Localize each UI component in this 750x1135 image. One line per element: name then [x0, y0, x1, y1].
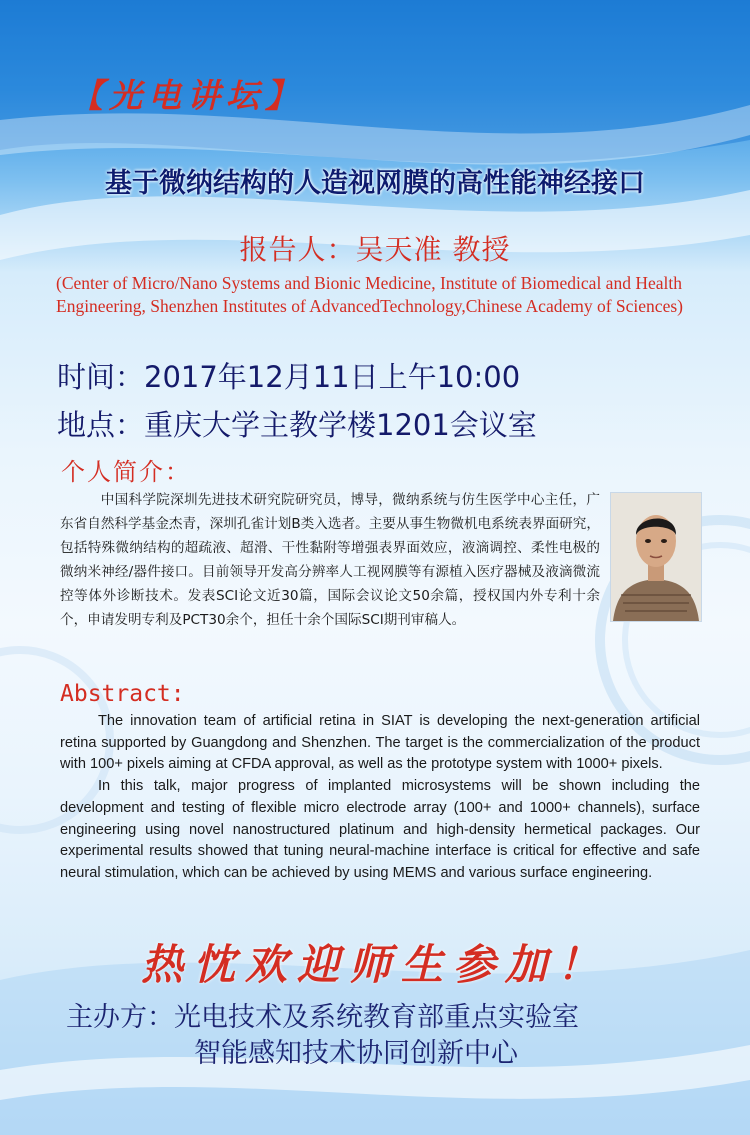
event-place: 地点：重庆大学主教学楼1201会议室 — [57, 408, 537, 442]
speaker-affiliation: (Center of Micro/Nano Systems and Bionic Medicine, Institute of Biomedical and Health Engineering, Shenzhen Institutes of AdvancedTechnology,Chinese Academy of Sciences) — [56, 273, 683, 316]
bio-heading: 个人简介： — [61, 458, 191, 486]
abstract-body — [60, 711, 700, 885]
event-time: 时间：2017年12月11日上午10:00 — [57, 360, 521, 394]
welcome-banner: 热忱欢迎师生参加！ — [140, 940, 609, 989]
talk-title: 基于微纳结构的人造视网膜的高性能神经接口 — [105, 168, 645, 199]
abstract-paragraph-2: In this talk, major progress of implanted microsystems will be shown including the development and testing of flexible micro electrode array (100+ and 1000+ channels), surface engineering using novel nanostructured platinum and high-density hermetical packages. Our experimental results showed that tuning neural-machine interface is critical for effective and safe neural stimulation, which can be achieved by using MEMS and various surface engineering. — [60, 778, 700, 881]
abstract-heading: Abstract: — [60, 681, 185, 707]
speaker-photo — [610, 492, 702, 622]
speaker-line: 报告人：吴天准 教授 — [239, 233, 511, 266]
series-label: 【光电讲坛】 — [70, 76, 304, 115]
abstract-paragraph-1: The innovation team of artificial retina in SIAT is developing the next-generation artificial retina supported by Guangdong and Shenzhen. The target is the commercialization of the product with 100+ pixels aiming at CFDA approval, as well as the prototype system with 1000+ pixels. — [60, 713, 700, 773]
organizer-block — [66, 1000, 579, 1072]
organizer-line-1: 主办方：光电技术及系统教育部重点实验室 — [66, 1002, 579, 1033]
organizer-line-2: 智能感知技术协同创新中心 — [194, 1038, 518, 1069]
bio-text: 中国科学院深圳先进技术研究院研究员，博导，微纳系统与仿生医学中心主任，广东省自然科学基金杰青，深圳孔雀计划B类入选者。主要从事生物微机电系统表界面研究，包括特殊微纳结构的超疏液、超滑、干性黏附等增强表界面效应，液滴调控、柔性电极的微纳米神经/器件接口。目前领导开发高分辨率人工视网膜等有源植入医疗器械及液滴微流控等体外诊断技术。发表SCI论文近30篇，国际会议论文50余篇，授权国内外专利十余个，申请发明专利及PCT30余个，担任十余个国际SCI期刊审稿人。 — [60, 492, 600, 628]
